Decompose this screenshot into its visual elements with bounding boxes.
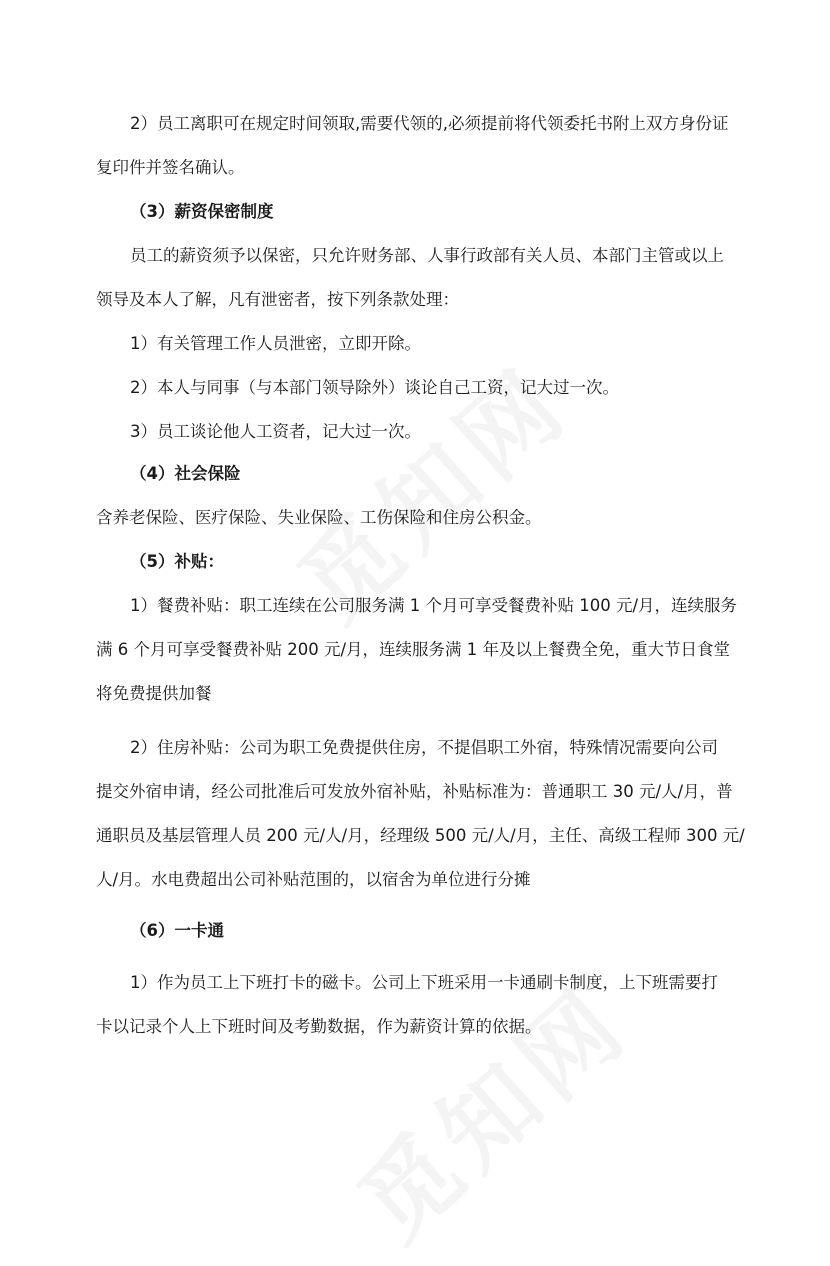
list-item: 1）有关管理工作人员泄密，立即开除。 <box>130 334 421 353</box>
section-heading-one-card: （6）一卡通 <box>130 921 224 940</box>
paragraph-line: 人/月。水电费超出公司补贴范围的，以宿舍为单位进行分摊 <box>96 870 531 889</box>
section-heading-subsidy: （5）补贴： <box>130 552 224 571</box>
paragraph-line: 通职员及基层管理人员 200 元/人/月，经理级 500 元/人/月，主任、高级工程师 300 元/ <box>96 826 745 845</box>
list-item: 3）员工谈论他人工资者，记大过一次。 <box>130 422 421 441</box>
paragraph-line: 含养老保险、医疗保险、失业保险、工伤保险和住房公积金。 <box>96 508 542 527</box>
paragraph-line: 员工的薪资须予以保密，只允许财务部、人事行政部有关人员、本部门主管或以上 <box>130 246 724 265</box>
paragraph-line: 将免费提供加餐 <box>96 684 212 703</box>
paragraph-line: 卡以记录个人上下班时间及考勤数据，作为薪资计算的依据。 <box>96 1017 542 1036</box>
paragraph-line: 领导及本人了解，凡有泄密者，按下列条款处理： <box>96 290 459 309</box>
paragraph-line: 复印件并签名确认。 <box>96 158 245 177</box>
paragraph-line: 2）员工离职可在规定时间领取,需要代领的,必须提前将代领委托书附上双方身份证 <box>130 114 729 133</box>
paragraph-line: 提交外宿申请，经公司批准后可发放外宿补贴，补贴标准为：普通职工 30 元/人/月，普 <box>96 782 733 801</box>
list-item: 1）餐费补贴：职工连续在公司服务满 1 个月可享受餐费补贴 100 元/月，连续服务 <box>130 596 738 615</box>
section-heading-salary-confidentiality: （3）薪资保密制度 <box>130 202 274 221</box>
list-item: 1）作为员工上下班打卡的磁卡。公司上下班采用一卡通刷卡制度，上下班需要打 <box>130 973 718 992</box>
list-item: 2）本人与同事（与本部门领导除外）谈论自己工资，记大过一次。 <box>130 378 619 397</box>
section-heading-social-insurance: （4）社会保险 <box>130 464 241 483</box>
list-item: 2）住房补贴：公司为职工免费提供住房，不提倡职工外宿，特殊情况需要向公司 <box>130 738 718 757</box>
watermark <box>325 951 653 1266</box>
paragraph-line: 满 6 个月可享受餐费补贴 200 元/月，连续服务满 1 年及以上餐费全免，重大节日食堂 <box>96 640 731 659</box>
